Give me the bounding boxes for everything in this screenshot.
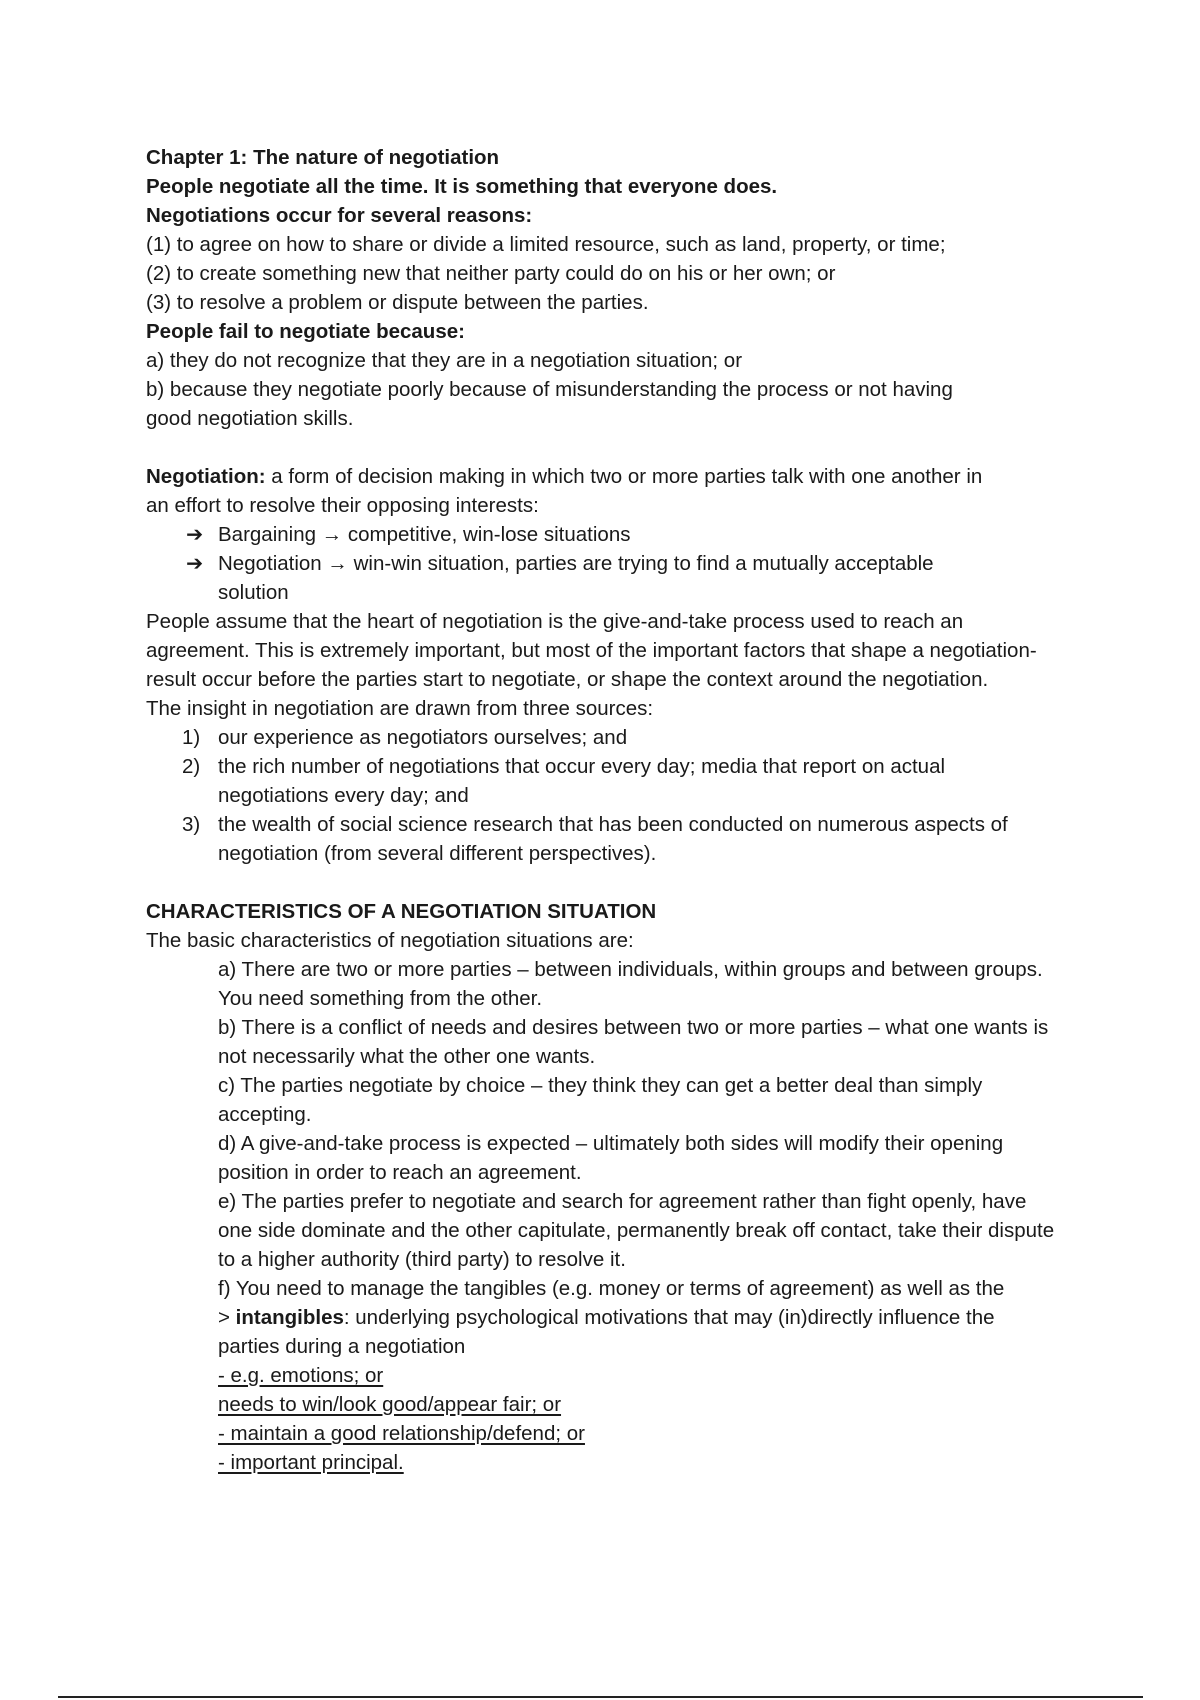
arrow-list-item <box>186 520 1066 549</box>
intro-line: People negotiate all the time. It is something that everyone does. <box>146 175 778 198</box>
footer-divider <box>58 1696 1143 1698</box>
arrow-item-text: Bargaining → competitive, win-lose situations <box>218 523 631 546</box>
intangibles-prefix: > <box>218 1306 236 1329</box>
characteristic-item: b) There is a conflict of needs and desires between two or more parties – what one wants is not necessarily what the other one wants. <box>218 1016 1049 1068</box>
fail-reason-item: b) because they negotiate poorly because of misunderstanding the process or not having <box>146 378 953 401</box>
insight-item <box>182 723 1032 752</box>
document-page <box>146 143 1066 1477</box>
characteristic-item: e) The parties prefer to negotiate and search for agreement rather than fight openly, have one side dominate and the other capitulate, permanently break off contact, take their dispute to a higher authority (third party) to resolve it. <box>218 1190 1055 1271</box>
characteristic-item: c) The parties negotiate by choice – they think they can get a better deal than simply accepting. <box>218 1074 983 1126</box>
intangible-example: - e.g. emotions; or <box>218 1364 384 1387</box>
characteristic-item: f) You need to manage the tangibles (e.g. money or terms of agreement) as well as the <box>218 1277 1005 1300</box>
heart-paragraph: People assume that the heart of negotiation is the give-and-take process used to reach an agreement. This is extremely important, but most of the important factors that shape a negotiation-result occur before the parties start to negotiate, or shape the context around the negotiation. <box>146 610 1037 691</box>
intangibles-term: intangibles <box>235 1306 344 1329</box>
insight-intro: The insight in negotiation are drawn from three sources: <box>146 697 654 720</box>
definition-line <box>146 462 1066 491</box>
fail-reason-item: good negotiation skills. <box>146 407 354 430</box>
characteristic-item: d) A give-and-take process is expected – ultimately both sides will modify their opening position in order to reach an agreement. <box>218 1132 1004 1184</box>
insight-number: 1) <box>182 726 201 749</box>
definition-text: a form of decision making in which two or more parties talk with one another in <box>265 465 983 488</box>
arrow-item-text: Negotiation → win-win situation, parties are trying to find a mutually acceptable solution <box>218 552 934 604</box>
fail-reason-item: a) they do not recognize that they are in a negotiation situation; or <box>146 349 743 372</box>
insight-text: the rich number of negotiations that occur every day; media that report on actual negotiations every day; and <box>218 755 946 807</box>
intangible-example: - important principal. <box>218 1451 404 1474</box>
reasons-heading: Negotiations occur for several reasons: <box>146 204 533 227</box>
intangibles-definition <box>218 1303 1048 1361</box>
intangibles-text: : underlying psychological motivations that may (in)directly influence the parties during a negotiation <box>218 1306 995 1358</box>
chapter-title: Chapter 1: The nature of negotiation <box>146 146 500 169</box>
arrow-icon: ➔ <box>186 552 204 575</box>
fail-heading: People fail to negotiate because: <box>146 320 465 343</box>
definition-term: Negotiation: <box>146 465 266 488</box>
definition-line-2: an effort to resolve their opposing interests: <box>146 494 539 517</box>
characteristics-intro: The basic characteristics of negotiation situations are: <box>146 929 634 952</box>
characteristics-list <box>218 955 1066 1477</box>
insight-text: the wealth of social science research that has been conducted on numerous aspects of negotiation (from several different perspectives). <box>218 813 1008 865</box>
insight-text: our experience as negotiators ourselves; and <box>218 726 628 749</box>
insight-number: 2) <box>182 755 201 778</box>
reason-item: (2) to create something new that neither party could do on his or her own; or <box>146 262 836 285</box>
characteristics-heading: CHARACTERISTICS OF A NEGOTIATION SITUATION <box>146 900 657 923</box>
insight-item <box>182 810 1062 868</box>
reason-item: (1) to agree on how to share or divide a limited resource, such as land, property, or time; <box>146 233 946 256</box>
arrow-list-item <box>186 549 986 607</box>
intangible-example: - maintain a good relationship/defend; or <box>218 1422 585 1445</box>
arrow-icon: ➔ <box>186 523 204 546</box>
reason-item: (3) to resolve a problem or dispute between the parties. <box>146 291 649 314</box>
characteristic-item: a) There are two or more parties – between individuals, within groups and between groups. You need something from the other. <box>218 958 1043 1010</box>
insight-number: 3) <box>182 813 201 836</box>
insight-item <box>182 752 1032 810</box>
intangible-example: needs to win/look good/appear fair; or <box>218 1393 562 1416</box>
